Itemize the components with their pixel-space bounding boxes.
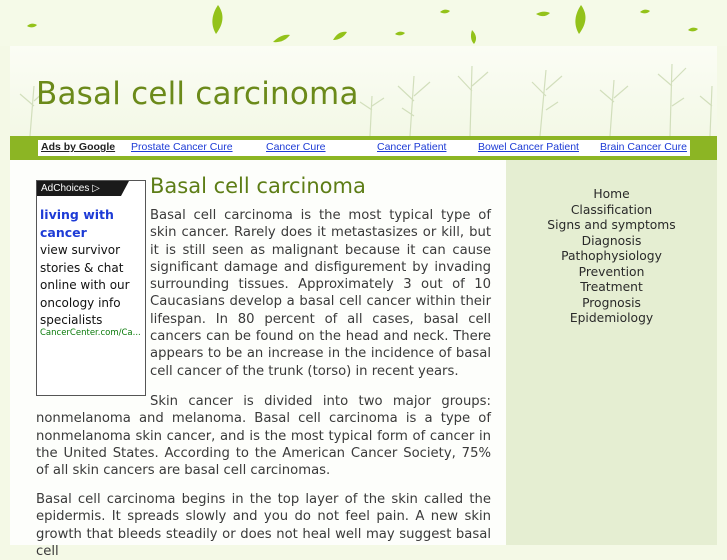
- ads-by-google-link[interactable]: Ads by Google: [41, 141, 116, 153]
- page-container: [10, 46, 717, 559]
- ad-links-container: [38, 140, 690, 156]
- article-title: Basal cell carcinoma: [150, 174, 366, 198]
- adchoices-badge[interactable]: AdChoices ▷: [37, 181, 121, 196]
- article-paragraph-2: Skin cancer is divided into two major groups: nonmelanoma and melanoma. Basal cell carcinoma is a type of nonmelanoma skin cancer, and is the most typical form of cancer in the United States. According to the American Cancer Society, 75% of all skin cancers are basal cell carcinomas.: [36, 394, 491, 479]
- sidebar: [506, 160, 717, 545]
- nav-item-home[interactable]: Home: [593, 187, 630, 201]
- nav-item-treatment[interactable]: Treatment: [580, 280, 643, 294]
- nav-item-prevention[interactable]: Prevention: [578, 264, 645, 279]
- main-content: [10, 160, 506, 559]
- leaf-decoration-icon: [0, 0, 727, 46]
- nav-item-epidemiology[interactable]: Epidemiology: [569, 311, 654, 325]
- leaf-banner: [0, 0, 727, 46]
- ad-link-bowel-cancer-patient[interactable]: Bowel Cancer Patient: [478, 141, 579, 153]
- ad-link-brain-cancer-cure[interactable]: Brain Cancer Cure: [600, 141, 687, 153]
- site-title[interactable]: Basal cell carcinoma: [36, 76, 359, 112]
- ad-headline-link[interactable]: living with cancer: [40, 207, 114, 240]
- ad-link-cancer-cure[interactable]: Cancer Cure: [266, 141, 326, 153]
- site-header: [10, 46, 717, 136]
- ad-url-link[interactable]: CancerCenter.com/Ca...: [40, 328, 141, 338]
- sidebar-nav: [506, 187, 717, 327]
- nav-item-prognosis[interactable]: Prognosis: [582, 295, 641, 310]
- article-paragraph-3: Basal cell carcinoma begins in the top layer of the skin called the epidermis. It spreads slowly and you do not feel pain. A new skin growth that bleeds steadily or does not heal well may suggest basal cell: [36, 492, 491, 559]
- ad-body-text: view survivor stories & chat online with our oncology info specialists: [40, 243, 130, 327]
- nav-item-diagnosis[interactable]: Diagnosis: [581, 233, 642, 248]
- nav-item-pathophysiology[interactable]: Pathophysiology: [561, 249, 662, 263]
- nav-item-classification[interactable]: Classification: [570, 202, 653, 217]
- ad-links-bar: [10, 136, 717, 160]
- nav-item-signs-and-symptoms[interactable]: Signs and symptoms: [547, 218, 676, 232]
- sponsored-ad-box[interactable]: [36, 180, 146, 396]
- ad-link-prostate-cancer-cure[interactable]: Prostate Cancer Cure: [131, 141, 233, 153]
- article-paragraph-1: Basal cell carcinoma is the most typical type of skin cancer. Rarely does it metastasizes or kill, but it is still seen as malignant because it can cause significant damage and disfigurement by invading surrounding tissues. Approximately 3 out of 10 Caucasians develop a basal cell cancer within their lifespan. In 80 percent of all cases, basal cell cancers can be found on the head and neck. There appears to be an increase in the incidence of basal cell cancer of the trunk (torso) in recent years.: [150, 208, 491, 379]
- ad-link-cancer-patient[interactable]: Cancer Patient: [377, 141, 447, 153]
